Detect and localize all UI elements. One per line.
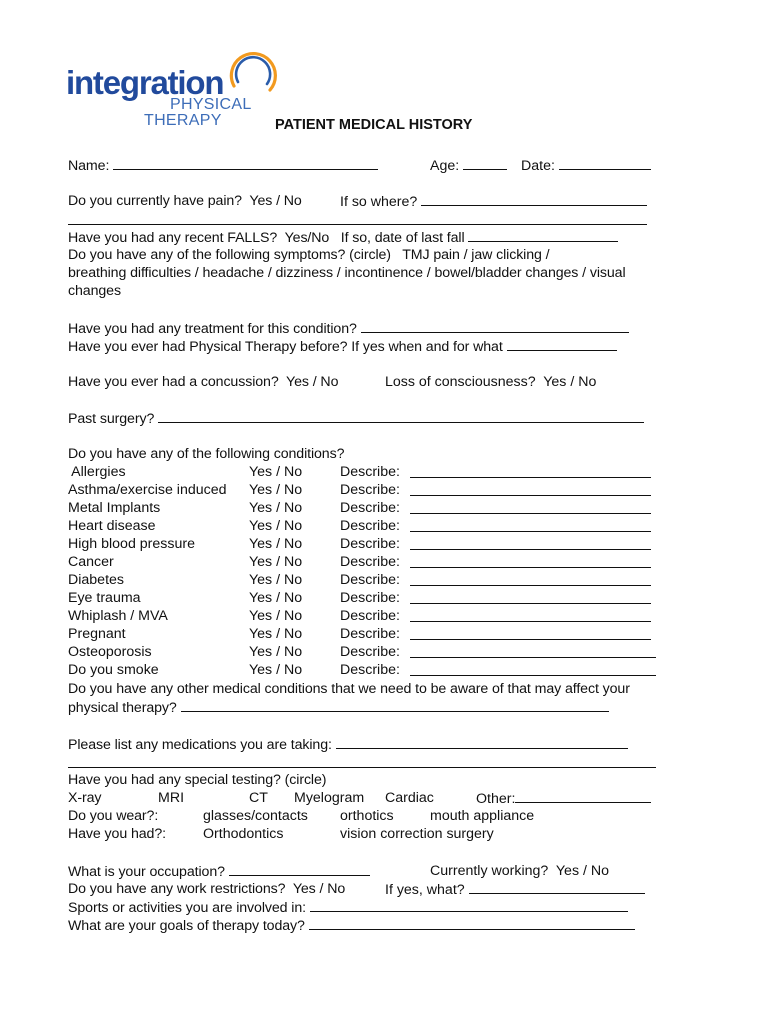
form-title: PATIENT MEDICAL HISTORY bbox=[275, 117, 473, 133]
condition-describe-field[interactable] bbox=[410, 495, 651, 496]
condition-describe-label: Describe: bbox=[340, 626, 400, 642]
pain-where-label: If so where? bbox=[340, 194, 418, 210]
condition-name: Metal Implants bbox=[68, 500, 161, 516]
condition-yes-no[interactable]: Yes / No bbox=[249, 482, 303, 498]
condition-name: Asthma/exercise induced bbox=[68, 482, 227, 498]
test-other-label: Other: bbox=[476, 791, 516, 807]
condition-describe-field[interactable] bbox=[410, 531, 651, 532]
condition-name: Whiplash / MVA bbox=[68, 608, 168, 624]
condition-describe-field[interactable] bbox=[410, 567, 651, 568]
condition-describe-field[interactable] bbox=[410, 675, 656, 676]
occupation-row bbox=[68, 862, 370, 881]
restrictions-question: Do you have any work restrictions? Yes / No bbox=[68, 881, 346, 897]
condition-describe-field[interactable] bbox=[410, 477, 651, 478]
condition-name: High blood pressure bbox=[68, 536, 195, 552]
condition-name: Cancer bbox=[68, 554, 114, 570]
wear-glasses[interactable]: glasses/contacts bbox=[203, 808, 308, 824]
sports-question: Sports or activities you are involved in: bbox=[68, 900, 306, 916]
pt-before-field[interactable] bbox=[507, 337, 617, 351]
condition-describe-label: Describe: bbox=[340, 608, 400, 624]
age-row bbox=[430, 156, 507, 175]
restrictions-what-label: If yes, what? bbox=[385, 882, 465, 898]
condition-describe-field[interactable] bbox=[410, 585, 651, 586]
test-myelogram[interactable]: Myelogram bbox=[294, 790, 365, 806]
wear-mouth-appliance[interactable]: mouth appliance bbox=[430, 808, 535, 824]
restrictions-field[interactable] bbox=[469, 880, 645, 894]
name-label: Name: bbox=[68, 158, 110, 174]
condition-describe-label: Describe: bbox=[340, 536, 400, 552]
consciousness-question: Loss of consciousness? Yes / No bbox=[385, 374, 597, 390]
occupation-question: What is your occupation? bbox=[68, 864, 225, 880]
condition-describe-field[interactable] bbox=[410, 657, 656, 658]
condition-describe-field[interactable] bbox=[410, 549, 651, 550]
condition-describe-field[interactable] bbox=[410, 513, 651, 514]
condition-yes-no[interactable]: Yes / No bbox=[249, 500, 303, 516]
symptoms-line-2: breathing difficulties / headache / dizziness / incontinence / bowel/bladder changes / visual bbox=[68, 265, 626, 281]
medications-field[interactable] bbox=[336, 735, 628, 749]
symptoms-line-3: changes bbox=[68, 283, 121, 299]
had-orthodontics[interactable]: Orthodontics bbox=[203, 826, 284, 842]
medications-extra-line[interactable] bbox=[68, 767, 656, 768]
condition-name: Heart disease bbox=[68, 518, 156, 534]
pain-question: Do you currently have pain? Yes / No bbox=[68, 193, 302, 209]
integration-pt-logo bbox=[66, 46, 276, 136]
last-fall-date-field[interactable] bbox=[468, 228, 618, 242]
logo-subtitle-physical: PHYSICAL bbox=[170, 96, 252, 113]
name-row bbox=[68, 156, 378, 175]
surgery-field[interactable] bbox=[158, 409, 644, 423]
wear-label: Do you wear?: bbox=[68, 808, 159, 824]
name-field[interactable] bbox=[113, 156, 378, 170]
working-question[interactable]: Currently working? Yes / No bbox=[430, 863, 610, 879]
date-label: Date: bbox=[521, 158, 555, 174]
date-field[interactable] bbox=[559, 156, 651, 170]
condition-describe-label: Describe: bbox=[340, 482, 400, 498]
pain-where-field[interactable] bbox=[421, 192, 647, 206]
condition-describe-label: Describe: bbox=[340, 572, 400, 588]
testing-question: Have you had any special testing? (circle) bbox=[68, 772, 327, 788]
condition-yes-no[interactable]: Yes / No bbox=[249, 518, 303, 534]
condition-describe-label: Describe: bbox=[340, 662, 400, 678]
condition-name: Allergies bbox=[68, 464, 126, 480]
condition-yes-no[interactable]: Yes / No bbox=[249, 662, 303, 678]
condition-describe-label: Describe: bbox=[340, 464, 400, 480]
medications-question: Please list any medications you are taking: bbox=[68, 737, 332, 753]
had-label: Have you had?: bbox=[68, 826, 166, 842]
other-conditions-row bbox=[68, 698, 609, 717]
test-other-row bbox=[476, 789, 651, 808]
condition-yes-no[interactable]: Yes / No bbox=[249, 626, 303, 642]
condition-describe-field[interactable] bbox=[410, 603, 651, 604]
pt-before-row bbox=[68, 337, 617, 356]
test-cardiac[interactable]: Cardiac bbox=[385, 790, 434, 806]
test-mri[interactable]: MRI bbox=[158, 790, 185, 806]
other-conditions-line-2: physical therapy? bbox=[68, 700, 177, 716]
condition-describe-label: Describe: bbox=[340, 518, 400, 534]
wear-orthotics[interactable]: orthotics bbox=[340, 808, 394, 824]
condition-name: Do you smoke bbox=[68, 662, 159, 678]
surgery-question: Past surgery? bbox=[68, 411, 155, 427]
goals-field[interactable] bbox=[309, 916, 635, 930]
condition-describe-label: Describe: bbox=[340, 590, 400, 606]
pain-extra-line[interactable] bbox=[68, 224, 647, 225]
medications-row bbox=[68, 735, 628, 754]
condition-describe-label: Describe: bbox=[340, 500, 400, 516]
condition-describe-field[interactable] bbox=[410, 621, 651, 622]
restrictions-what-row bbox=[385, 880, 645, 899]
concussion-question: Have you ever had a concussion? Yes / No bbox=[68, 374, 339, 390]
condition-yes-no[interactable]: Yes / No bbox=[249, 572, 303, 588]
logo-subtitle-therapy: THERAPY bbox=[144, 112, 222, 129]
logo-ring-icon bbox=[224, 46, 280, 102]
treatment-question: Have you had any treatment for this condition? bbox=[68, 321, 357, 337]
other-conditions-field[interactable] bbox=[181, 698, 609, 712]
treatment-row bbox=[68, 319, 629, 338]
condition-yes-no[interactable]: Yes / No bbox=[249, 536, 303, 552]
condition-yes-no[interactable]: Yes / No bbox=[249, 644, 303, 660]
sports-field[interactable] bbox=[310, 898, 628, 912]
test-other-field[interactable] bbox=[515, 789, 651, 803]
condition-name: Diabetes bbox=[68, 572, 124, 588]
age-label: Age: bbox=[430, 158, 460, 174]
age-field[interactable] bbox=[463, 156, 507, 170]
condition-name: Osteoporosis bbox=[68, 644, 152, 660]
condition-describe-field[interactable] bbox=[410, 639, 651, 640]
condition-yes-no[interactable]: Yes / No bbox=[249, 590, 303, 606]
symptoms-line-1: Do you have any of the following symptoms? (circle) TMJ pain / jaw clicking / bbox=[68, 247, 550, 263]
goals-row bbox=[68, 916, 635, 935]
treatment-field[interactable] bbox=[361, 319, 629, 333]
occupation-field[interactable] bbox=[229, 862, 370, 876]
condition-yes-no[interactable]: Yes / No bbox=[249, 554, 303, 570]
condition-describe-label: Describe: bbox=[340, 554, 400, 570]
surgery-row bbox=[68, 409, 644, 428]
other-conditions-line-1: Do you have any other medical conditions that we need to be aware of that may affect your bbox=[68, 681, 630, 697]
condition-name: Pregnant bbox=[68, 626, 126, 642]
condition-describe-label: Describe: bbox=[340, 644, 400, 660]
logo-wordmark: integration bbox=[66, 64, 224, 101]
sports-row bbox=[68, 898, 628, 917]
falls-question: Have you had any recent FALLS? Yes/No If so, date of last fall bbox=[68, 230, 465, 246]
goals-question: What are your goals of therapy today? bbox=[68, 918, 305, 934]
condition-name: Eye trauma bbox=[68, 590, 141, 606]
condition-yes-no[interactable]: Yes / No bbox=[249, 608, 303, 624]
falls-row bbox=[68, 228, 618, 247]
test-ct[interactable]: CT bbox=[249, 790, 268, 806]
had-vision-surgery[interactable]: vision correction surgery bbox=[340, 826, 494, 842]
pt-before-question: Have you ever had Physical Therapy before? If yes when and for what bbox=[68, 339, 503, 355]
condition-yes-no[interactable]: Yes / No bbox=[249, 464, 303, 480]
pain-where-row bbox=[340, 192, 647, 211]
date-row bbox=[521, 156, 651, 175]
conditions-question: Do you have any of the following conditions? bbox=[68, 446, 345, 462]
test-xray[interactable]: X-ray bbox=[68, 790, 102, 806]
